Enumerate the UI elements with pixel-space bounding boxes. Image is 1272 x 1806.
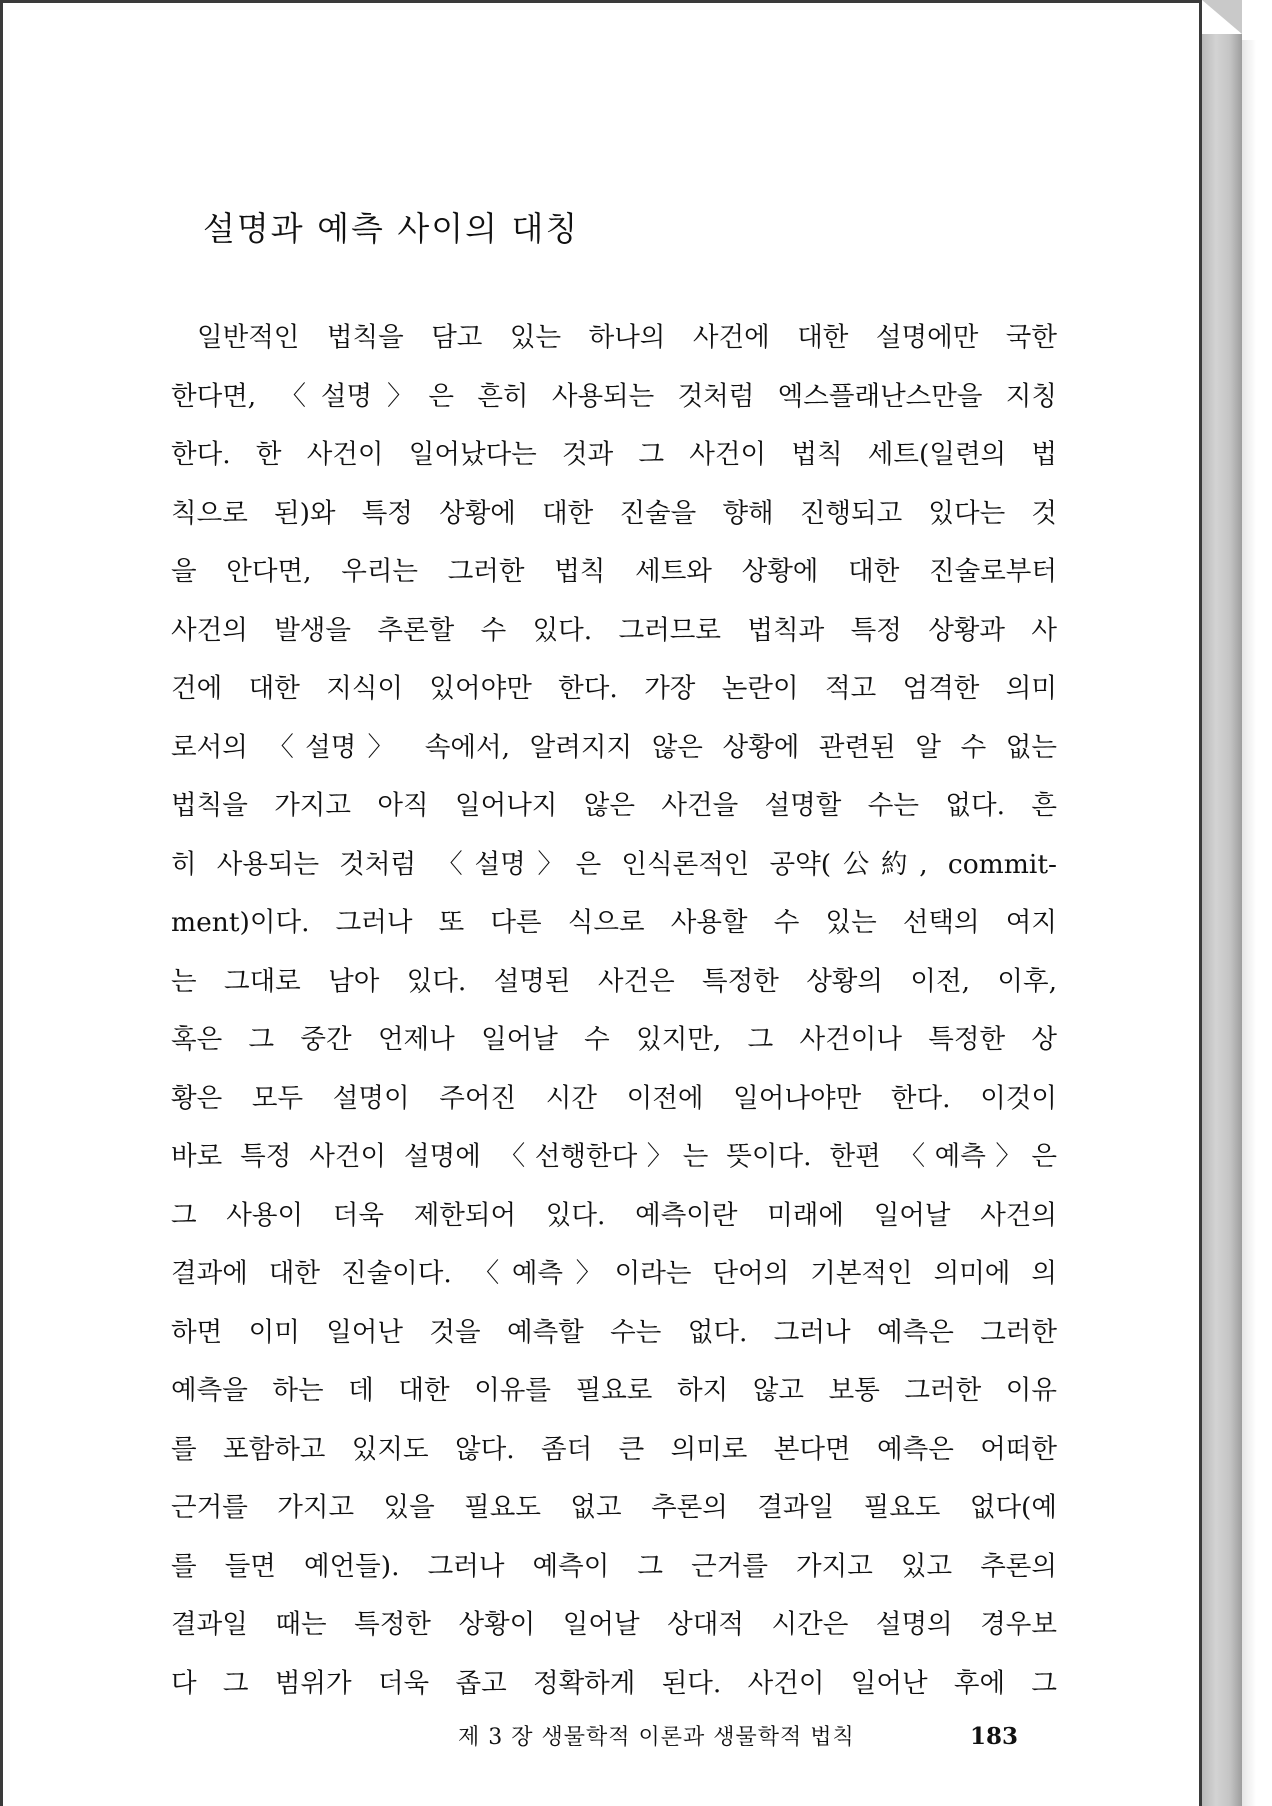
text-line: 는 그대로 남아 있다. 설명된 사건은 특정한 상황의 이전, 이후,	[171, 965, 1057, 997]
running-footer	[458, 1720, 1018, 1751]
page-number: 183	[969, 1723, 1018, 1750]
text-line: 그 사용이 더욱 제한되어 있다. 예측이란 미래에 일어날 사건의	[171, 1199, 1057, 1231]
text-line: 근거를 가지고 있을 필요도 없고 추론의 결과일 필요도 없다(예	[171, 1492, 1057, 1523]
body-text	[171, 309, 1057, 1713]
text-line: 를 포함하고 있지도 않다. 좀더 큰 의미로 본다면 예측은 어떠한	[171, 1433, 1057, 1465]
text-line: 칙으로 된)와 특정 상황에 대한 진술을 향해 진행되고 있다는 것	[171, 497, 1057, 529]
text-line: 바로 특정 사건이 설명에 〈선행한다〉는 뜻이다. 한편 〈예측〉은	[171, 1141, 1057, 1172]
text-line: 법칙을 가지고 아직 일어나지 않은 사건을 설명할 수는 없다. 흔	[171, 790, 1057, 821]
text-line: 을 안다면, 우리는 그러한 법칙 세트와 상황에 대한 진술로부터	[171, 556, 1057, 587]
text-line: 하면 이미 일어난 것을 예측할 수는 없다. 그러나 예측은 그러한	[171, 1316, 1057, 1348]
page-shadow	[1242, 40, 1256, 1806]
text-line: 한다. 한 사건이 일어났다는 것과 그 사건이 법칙 세트(일련의 법	[171, 439, 1057, 470]
text-line: 다 그 범위가 더욱 좁고 정확하게 된다. 사건이 일어난 후에 그	[171, 1667, 1057, 1699]
text-line: 사건의 발생을 추론할 수 있다. 그러므로 법칙과 특정 상황과 사	[171, 614, 1057, 646]
text-line: 혹은 그 중간 언제나 일어날 수 있지만, 그 사건이나 특정한 상	[171, 1024, 1057, 1055]
text-line: 히 사용되는 것처럼 〈설명〉은 인식론적인 공약(公約, commit-	[171, 848, 1057, 880]
text-line: 결과에 대한 진술이다. 〈예측〉이라는 단어의 기본적인 의미에 의	[171, 1258, 1057, 1289]
text-line: 일반적인 법칙을 담고 있는 하나의 사건에 대한 설명에만 국한	[197, 322, 1057, 353]
page-block-corner	[1188, 0, 1242, 34]
text-line: 한다면, 〈설명〉은 흔히 사용되는 것처럼 엑스플래난스만을 지칭	[171, 380, 1057, 412]
text-line: 예측을 하는 데 대한 이유를 필요로 하지 않고 보통 그러한 이유	[171, 1375, 1057, 1406]
text-line: 건에 대한 지식이 있어야만 한다. 가장 논란이 적고 엄격한 의미	[171, 673, 1057, 704]
text-line: 를 들면 예언들). 그러나 예측이 그 근거를 가지고 있고 추론의	[171, 1550, 1057, 1582]
chapter-title: 제 3 장 생물학적 이론과 생물학적 법칙	[458, 1725, 855, 1750]
text-line: ment)이다. 그러나 또 다른 식으로 사용할 수 있는 선택의 여지	[171, 907, 1057, 938]
text-line: 로서의 〈설명〉 속에서, 알려지지 않은 상황에 관련된 알 수 없는	[171, 731, 1057, 763]
text-line: 결과일 때는 특정한 상황이 일어날 상대적 시간은 설명의 경우보	[171, 1609, 1057, 1640]
page-block-edge	[1202, 34, 1242, 1806]
section-heading: 설명과 예측 사이의 대칭	[203, 209, 580, 248]
text-line: 황은 모두 설명이 주어진 시간 이전에 일어나야만 한다. 이것이	[171, 1082, 1057, 1114]
